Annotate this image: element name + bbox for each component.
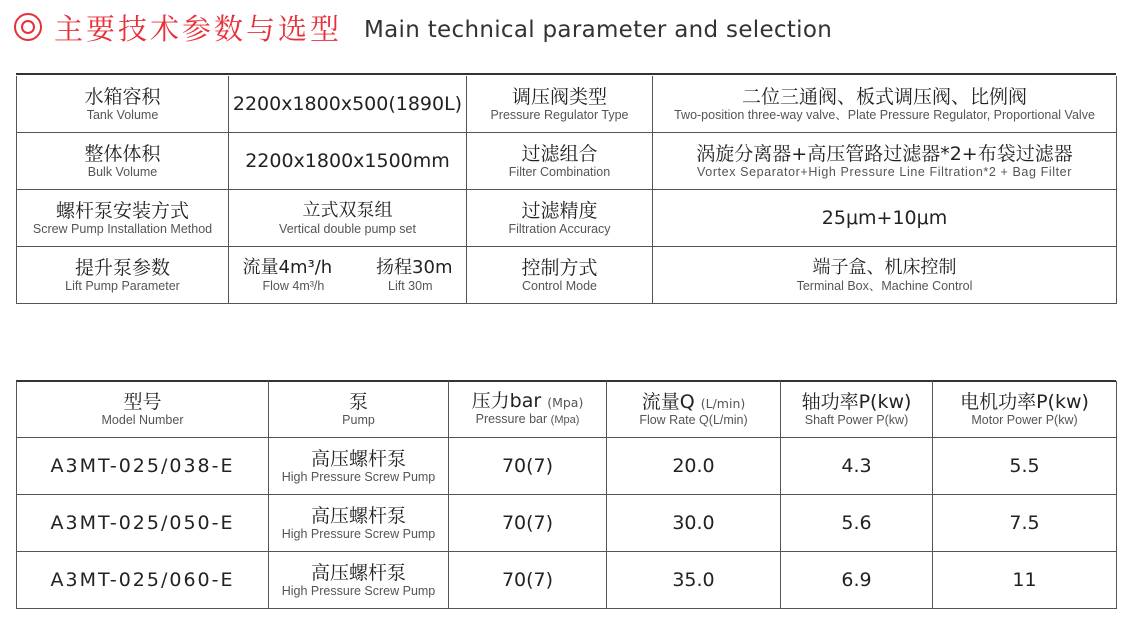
param-label-cn: 控制方式 — [521, 256, 598, 279]
motor-power-value: 11 — [1012, 569, 1037, 591]
param-value-en: Vertical double pump set — [279, 221, 416, 236]
param-label-en: Screw Pump Installation Method — [32, 221, 213, 236]
param-label-cn: 提升泵参数 — [74, 256, 170, 279]
model-number: A3MT-025/050-E — [50, 512, 235, 534]
table-row — [17, 552, 1117, 609]
column-header-cn: 轴功率P(kw) — [801, 390, 912, 413]
param-value-cell — [229, 190, 467, 247]
param-value-cell — [229, 76, 467, 133]
column-header-en: Flow Rate Q(L/min) — [639, 412, 748, 427]
column-header-en: Motor Power P(kw) — [971, 412, 1078, 427]
column-header-cn: 流量Q — [641, 390, 695, 413]
param-value-en: Vortex Separator+High Pressure Line Filtration*2 + Bag Filter — [697, 164, 1072, 179]
param-value-cell — [229, 247, 467, 304]
column-header-unit: (Mpa) — [547, 395, 584, 410]
flow-value: 35.0 — [672, 569, 715, 591]
pump-cn: 高压螺杆泵 — [310, 447, 406, 470]
param-row — [17, 247, 1117, 304]
param-value-cn: 立式双泵组 — [302, 199, 393, 221]
flow-value: 20.0 — [672, 455, 715, 477]
parameter-table — [16, 76, 1117, 304]
param-label-cell — [467, 133, 653, 190]
model-number: A3MT-025/038-E — [50, 455, 235, 477]
param-value: 2200x1800x500(1890L) — [232, 93, 463, 115]
column-header-en: Pressure bar — [475, 412, 548, 426]
column-header — [269, 381, 449, 438]
param-label-cn: 过滤精度 — [521, 199, 598, 222]
section-title-cn: 主要技术参数与选型 — [54, 11, 343, 46]
param-label-cn: 过滤组合 — [521, 142, 598, 165]
param-label-cell — [17, 133, 229, 190]
param-value-en: Terminal Box、Machine Control — [796, 278, 973, 293]
param-row — [17, 76, 1117, 133]
lift-flow-en: Flow 4m³/h — [262, 278, 325, 293]
param-label-cell — [467, 190, 653, 247]
column-header-unit-en: (Mpa) — [550, 414, 580, 426]
param-label-en: Tank Volume — [86, 107, 159, 122]
param-value-cn: 二位三通阀、板式调压阀、比例阀 — [741, 85, 1027, 108]
lift-flow-cn: 流量4m³/h — [242, 256, 333, 278]
column-header-cn: 型号 — [123, 390, 162, 413]
column-header — [781, 381, 933, 438]
param-value-cell — [229, 133, 467, 190]
column-header-cn: 电机功率P(kw) — [960, 390, 1089, 413]
double-circle-icon — [14, 13, 42, 41]
pump-en: High Pressure Screw Pump — [281, 469, 436, 484]
param-value-en: Two-position three-way valve、Plate Pressure Regulator, Proportional Valve — [674, 107, 1095, 122]
lift-head-cn: 扬程30m — [376, 256, 453, 278]
column-header-cn: 泵 — [348, 390, 368, 413]
pump-en: High Pressure Screw Pump — [281, 526, 436, 541]
param-value-cell — [653, 76, 1117, 133]
param-label-en: Control Mode — [521, 278, 598, 293]
param-value-cell — [653, 247, 1117, 304]
param-value-cn: 涡旋分离器+高压管路过滤器*2+布袋过滤器 — [696, 142, 1073, 165]
table-row — [17, 495, 1117, 552]
pressure-value: 70(7) — [501, 455, 554, 477]
lift-head-en: Lift 30m — [388, 278, 433, 293]
param-value-cell — [653, 190, 1117, 247]
pump-en: High Pressure Screw Pump — [281, 583, 436, 598]
column-header-en: Pump — [342, 412, 375, 427]
param-label-cell — [467, 247, 653, 304]
shaft-power-value: 4.3 — [841, 455, 872, 477]
shaft-power-value: 5.6 — [841, 512, 872, 534]
pressure-value: 70(7) — [501, 569, 554, 591]
param-label-cell — [17, 247, 229, 304]
param-label-cell — [17, 76, 229, 133]
pressure-value: 70(7) — [501, 512, 554, 534]
param-label-en: Bulk Volume — [87, 164, 158, 179]
pump-cn: 高压螺杆泵 — [310, 561, 406, 584]
column-header — [449, 381, 607, 438]
param-row — [17, 133, 1117, 190]
param-label-cell — [467, 76, 653, 133]
column-header-en: Shaft Power P(kw) — [804, 412, 909, 427]
model-table — [16, 381, 1117, 609]
column-header-cn: 压力bar — [471, 390, 542, 412]
param-label-cn: 调压阀类型 — [511, 85, 607, 108]
section-header — [14, 4, 832, 50]
model-table-header — [17, 381, 1117, 438]
param-label-cn: 螺杆泵安装方式 — [55, 199, 189, 222]
param-row — [17, 190, 1117, 247]
table-row — [17, 438, 1117, 495]
param-label-cn: 整体体积 — [84, 142, 161, 165]
shaft-power-value: 6.9 — [841, 569, 872, 591]
motor-power-value: 7.5 — [1009, 512, 1040, 534]
column-header — [17, 381, 269, 438]
param-value-cell — [653, 133, 1117, 190]
param-label-en: Filter Combination — [508, 164, 611, 179]
pump-cn: 高压螺杆泵 — [310, 504, 406, 527]
flow-value: 30.0 — [672, 512, 715, 534]
motor-power-value: 5.5 — [1009, 455, 1040, 477]
param-value: 25μm+10μm — [821, 207, 948, 229]
param-value: 2200x1800x1500mm — [245, 150, 450, 172]
column-header-unit: (L/min) — [700, 395, 746, 411]
param-label-en: Pressure Regulator Type — [490, 107, 629, 122]
header-rule — [16, 73, 1116, 75]
section-title-en: Main technical parameter and selection — [364, 17, 833, 43]
param-label-cell — [17, 190, 229, 247]
param-label-cn: 水箱容积 — [84, 85, 161, 108]
column-header-en: Model Number — [101, 412, 184, 427]
model-number: A3MT-025/060-E — [50, 569, 235, 591]
param-label-en: Lift Pump Parameter — [65, 278, 180, 293]
column-header — [607, 381, 781, 438]
param-value-cn: 端子盒、机床控制 — [812, 256, 957, 278]
column-header — [933, 381, 1117, 438]
param-label-en: Filtration Accuracy — [508, 221, 611, 236]
